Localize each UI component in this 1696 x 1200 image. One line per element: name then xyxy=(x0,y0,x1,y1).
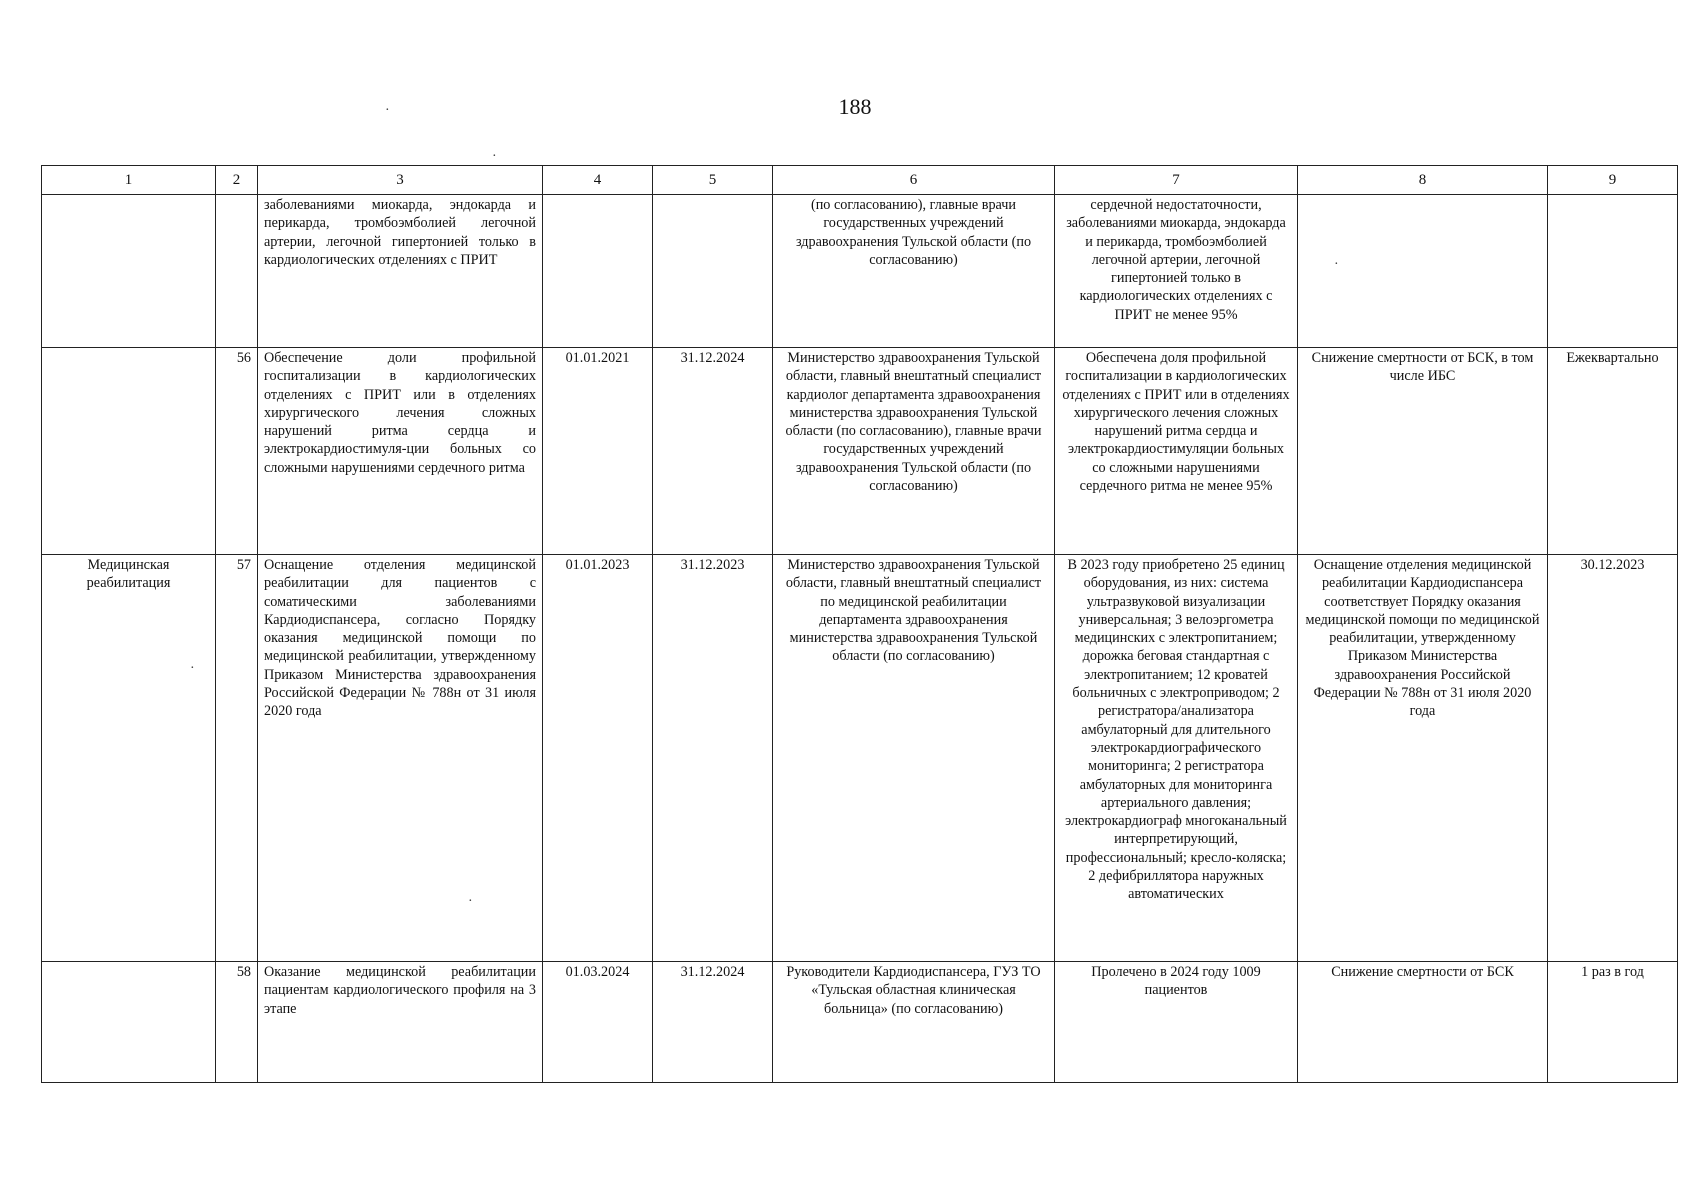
scan-speck: · xyxy=(190,661,195,676)
responsible-cell: Руководители Кардиодиспансера, ГУЗ ТО «Тульская областная клиническая больница» (по согласованию) xyxy=(773,962,1055,1083)
header-col-4: 4 xyxy=(543,166,653,195)
activity-cell: Оснащение отделения медицинской реабилитации для пациентов с соматическими заболеваниями Кардиодиспансера, согласно Порядку оказания медицинской помощи по медицинской реабилитации, утвержденному Приказом Министерства здравоохранения Российской Федерации № 788н от 31 июля 2020 года xyxy=(258,555,543,962)
header-col-1: 1 xyxy=(42,166,216,195)
table-row xyxy=(42,555,1678,962)
section-cell xyxy=(42,348,216,555)
scan-speck: · xyxy=(385,103,390,118)
end-date-cell: 31.12.2024 xyxy=(653,962,773,1083)
number-cell: 58 xyxy=(216,962,258,1083)
indicator-cell: Снижение смертности от БСК xyxy=(1298,962,1548,1083)
page-number: 188 xyxy=(838,94,872,119)
result-cell: Обеспечена доля профильной госпитализации в кардиологических отделениях с ПРИТ или в отделениях хирургического лечения сложных нарушений ритма сердца и электрокардиостимуляции больных со сложными нарушениями сердечного ритма не менее 95% xyxy=(1055,348,1298,555)
responsible-cell: Министерство здравоохранения Тульской области, главный внештатный специалист кардиолог департамента здравоохранения министерства здравоохранения Тульской области (по согласованию), главные врачи государственных учреждений здравоохранения Тульской области (по согласованию) xyxy=(773,348,1055,555)
header-col-2: 2 xyxy=(216,166,258,195)
scan-speck: · xyxy=(1334,257,1339,272)
start-date-cell: 01.01.2023 xyxy=(543,555,653,962)
responsible-cell: Министерство здравоохранения Тульской области, главный внештатный специалист по медицинской реабилитации департамента здравоохранения министерства здравоохранения Тульской области (по согласованию) xyxy=(773,555,1055,962)
number-cell xyxy=(216,195,258,348)
activity-cell: Оказание медицинской реабилитации пациентам кардиологического профиля на 3 этапе xyxy=(258,962,543,1083)
result-cell: Пролечено в 2024 году 1009 пациентов xyxy=(1055,962,1298,1083)
header-col-9: 9 xyxy=(1548,166,1678,195)
number-cell: 57 xyxy=(216,555,258,962)
table-row xyxy=(42,962,1678,1083)
control-cell xyxy=(1548,195,1678,348)
section-cell xyxy=(42,962,216,1083)
indicator-cell: Снижение смертности от БСК, в том числе ИБС xyxy=(1298,348,1548,555)
header-col-3: 3 xyxy=(258,166,543,195)
table-row xyxy=(42,348,1678,555)
header-col-8: 8 xyxy=(1298,166,1548,195)
section-cell xyxy=(42,195,216,348)
header-row xyxy=(42,166,1678,195)
start-date-cell: 01.03.2024 xyxy=(543,962,653,1083)
header-col-6: 6 xyxy=(773,166,1055,195)
measures-table xyxy=(41,165,1678,1083)
scan-speck: · xyxy=(492,149,497,164)
end-date-cell: 31.12.2024 xyxy=(653,348,773,555)
number-cell: 56 xyxy=(216,348,258,555)
indicator-cell: Оснащение отделения медицинской реабилитации Кардиодиспансера соответствует Порядку оказания медицинской помощи по медицинской реабилитации, утвержденному Приказом Министерства здравоохранения Российской Федерации № 788н от 31 июля 2020 года xyxy=(1298,555,1548,962)
indicator-cell xyxy=(1298,195,1548,348)
section-cell: Медицинская реабилитация xyxy=(42,555,216,962)
responsible-cell: (по согласованию), главные врачи государственных учреждений здравоохранения Тульской области (по согласованию) xyxy=(773,195,1055,348)
activity-cell: заболеваниями миокарда, эндокарда и перикарда, тромбоэмболией легочной артерии, легочной гипертонией только в кардиологических отделениях с ПРИТ xyxy=(258,195,543,348)
control-cell: 1 раз в год xyxy=(1548,962,1678,1083)
start-date-cell: 01.01.2021 xyxy=(543,348,653,555)
header-col-7: 7 xyxy=(1055,166,1298,195)
end-date-cell xyxy=(653,195,773,348)
result-cell: В 2023 году приобретено 25 единиц оборудования, из них: система ультразвуковой визуализации универсальная; 3 велоэргометра медицинских с электропитанием; дорожка беговая стандартная с электропитанием; 12 кроватей больничных с электроприводом; 2 регистратора/анализатора амбулаторный для длительного электрокардиографического мониторинга; 2 регистратора амбулаторных для мониторинга артериального давления; электрокардиограф многоканальный интерпретирующий, профессиональный; кресло-коляска; 2 дефибриллятора наружных автоматических xyxy=(1055,555,1298,962)
table-row xyxy=(42,195,1678,348)
activity-cell: Обеспечение доли профильной госпитализации в кардиологических отделениях с ПРИТ или в отделениях хирургического лечения сложных нарушений ритма сердца и электрокардиостимуля-ции больных со сложными нарушениями сердечного ритма xyxy=(258,348,543,555)
header-col-5: 5 xyxy=(653,166,773,195)
start-date-cell xyxy=(543,195,653,348)
control-cell: 30.12.2023 xyxy=(1548,555,1678,962)
end-date-cell: 31.12.2023 xyxy=(653,555,773,962)
scan-speck: · xyxy=(468,894,473,909)
result-cell: сердечной недостаточности, заболеваниями миокарда, эндокарда и перикарда, тромбоэмболией легочной артерии, легочной гипертонией только в кардиологических отделениях с ПРИТ не менее 95% xyxy=(1055,195,1298,348)
control-cell: Ежеквартально xyxy=(1548,348,1678,555)
